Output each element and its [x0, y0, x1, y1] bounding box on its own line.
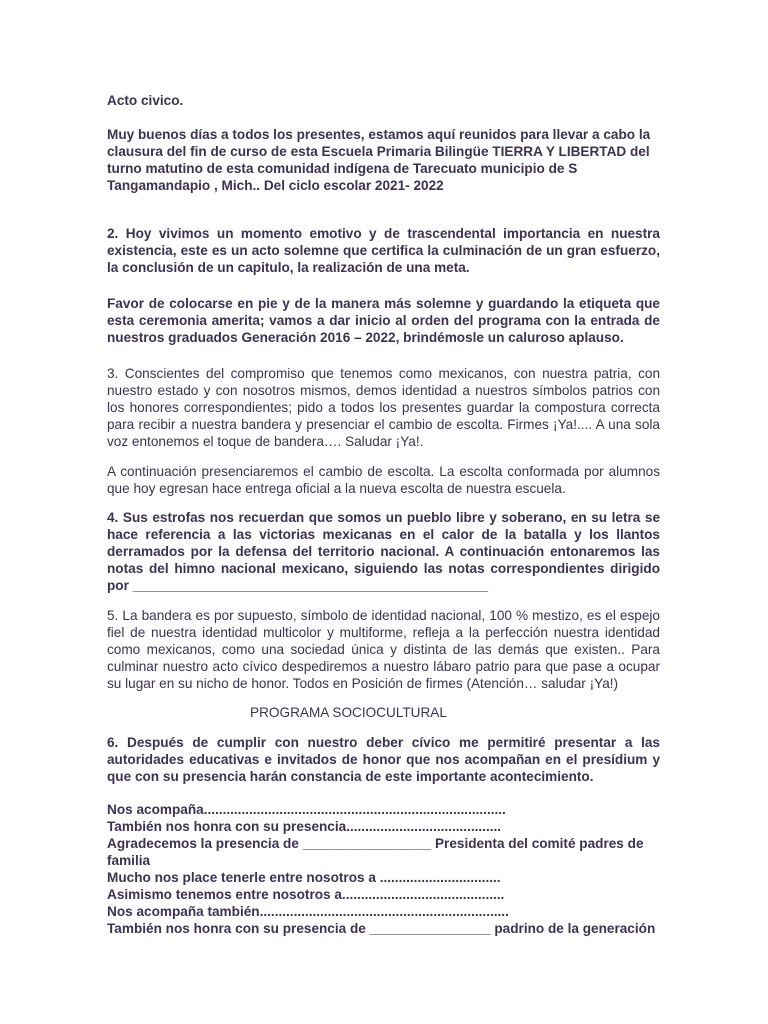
paragraph-5: 5. La bandera es por supuesto, símbolo de identidad nacional, 100 % mestizo, es el espejo fiel de nuestra identidad multicolor y multiforme, refleja a la perfección nuestra identidad como mexicanos, como una sociedad única y distinta de las demás que existen.. Para culminar nuestro acto cívico despediremos a nuestro lábaro patrio para que pase a ocupar su lugar en su nicho de honor. Todos en Posición de firmes (Atención… saludar ¡Ya!): [107, 608, 660, 691]
list-item: Agradecemos la presencia de _________________ Presidenta del comité padres de familia: [107, 836, 644, 868]
guest-list: [107, 801, 660, 937]
paragraph-welcome: Muy buenos días a todos los presentes, estamos aquí reunidos para llevar a cabo la clausura del fin de curso de esta Escuela Primaria Bilingüe TIERRA Y LIBERTAD del turno matutino de esta comunidad indígena de Tarecuato municipio de S Tangamandapio , Mich.. Del ciclo escolar 2021- 2022: [107, 127, 651, 193]
list-item: También nos honra con su presencia.........................................: [107, 819, 502, 834]
paragraph-6: 6. Después de cumplir con nuestro deber cívico me permitiré presentar a las autoridades educativas e invitados de honor que nos acompañan en el presídium y que con su presencia harán constancia de este importante acontecimiento.: [107, 735, 660, 784]
document-heading: Acto civico.: [107, 93, 184, 108]
list-item: Mucho nos place tenerle entre nosotros a ................................: [107, 870, 501, 885]
paragraph-escolta: A continuación presenciaremos el cambio de escolta. La escolta conformada por alumnos que hoy egresan hace entrega oficial a la nueva escolta de nuestra escuela.: [107, 464, 660, 496]
paragraph-2: 2. Hoy vivimos un momento emotivo y de trascendental importancia en nuestra existencia, este es un acto solemne que certifica la culminación de un gran esfuerzo, la conclusión de un capitulo, la realización de una meta.: [107, 226, 660, 275]
list-item: Asimismo tenemos entre nosotros a...........................................: [107, 887, 505, 902]
paragraph-4: 4. Sus estrofas nos recuerdan que somos un pueblo libre y soberano, en su letra se hace referencia a las victorias mexicanas en el calor de la batalla y los llantos derramados por la defensa del territorio nacional. A continuación entonaremos las notas del himno nacional mexicano, siguiendo las notas correspondientes dirigido por _______________________________________________: [107, 510, 660, 593]
list-item: Nos acompaña................................................................................: [107, 802, 506, 817]
paragraph-favor: Favor de colocarse en pie y de la manera más solemne y guardando la etiqueta que esta ceremonia amerita; vamos a dar inicio al orden del programa con la entrada de nuestros graduados Generación 2016 – 2022, brindémosle un caluroso aplauso.: [107, 296, 660, 345]
document-page: [107, 92, 660, 937]
list-item: También nos honra con su presencia de ________________ padrino de la generación: [107, 921, 656, 936]
list-item: Nos acompaña también..................................................................: [107, 904, 509, 919]
paragraph-3: 3. Conscientes del compromiso que tenemos como mexicanos, con nuestra patria, con nuestro estado y con nosotros mismos, demos identidad a nuestros símbolos patrios con los honores correspondientes; pido a todos los presentes guardar la compostura correcta para recibir a nuestra bandera y presenciar el cambio de escolta. Firmes ¡Ya!.... A una sola voz entonemos el toque de bandera…. Saludar ¡Ya!.: [107, 366, 660, 449]
section-title: PROGRAMA SOCIOCULTURAL: [250, 705, 447, 720]
